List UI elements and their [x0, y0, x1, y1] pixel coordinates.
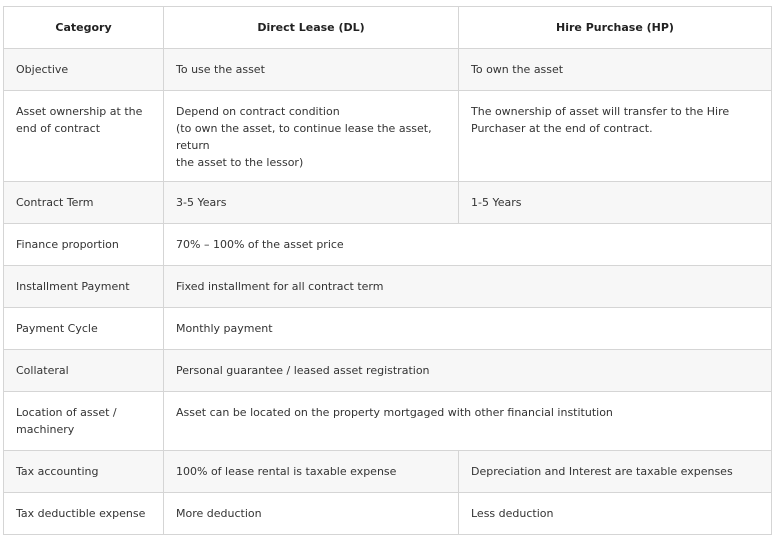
comparison-table — [3, 6, 772, 535]
row-shared-value: Personal guarantee / leased asset registration — [164, 350, 772, 392]
row-category: Tax accounting — [4, 451, 164, 493]
header-direct-lease: Direct Lease (DL) — [164, 7, 459, 49]
row-hire-purchase: 1-5 Years — [459, 182, 772, 224]
row-category: Finance proportion — [4, 224, 164, 266]
row-direct-lease: Depend on contract condition (to own the asset, to continue lease the asset, return the asset to the lessor) — [164, 91, 459, 182]
table-row — [4, 224, 772, 266]
table-row — [4, 182, 772, 224]
row-category: Payment Cycle — [4, 308, 164, 350]
row-category: Contract Term — [4, 182, 164, 224]
table-header-row — [4, 7, 772, 49]
row-category: Asset ownership at the end of contract — [4, 91, 164, 182]
row-direct-lease: 3-5 Years — [164, 182, 459, 224]
row-category: Objective — [4, 49, 164, 91]
table-row — [4, 266, 772, 308]
table-row — [4, 308, 772, 350]
header-category: Category — [4, 7, 164, 49]
row-shared-value: Fixed installment for all contract term — [164, 266, 772, 308]
row-hire-purchase: Less deduction — [459, 493, 772, 535]
row-direct-lease: More deduction — [164, 493, 459, 535]
table-row — [4, 392, 772, 451]
header-hire-purchase: Hire Purchase (HP) — [459, 7, 772, 49]
row-shared-value: 70% – 100% of the asset price — [164, 224, 772, 266]
row-category: Tax deductible expense — [4, 493, 164, 535]
table-row — [4, 451, 772, 493]
row-direct-lease: To use the asset — [164, 49, 459, 91]
row-hire-purchase: Depreciation and Interest are taxable expenses — [459, 451, 772, 493]
table-row — [4, 91, 772, 182]
row-hire-purchase: The ownership of asset will transfer to the Hire Purchaser at the end of contract. — [459, 91, 772, 182]
table-row — [4, 49, 772, 91]
row-hire-purchase: To own the asset — [459, 49, 772, 91]
row-shared-value: Asset can be located on the property mortgaged with other financial institution — [164, 392, 772, 451]
row-category: Location of asset / machinery — [4, 392, 164, 451]
row-category: Installment Payment — [4, 266, 164, 308]
row-shared-value: Monthly payment — [164, 308, 772, 350]
row-direct-lease: 100% of lease rental is taxable expense — [164, 451, 459, 493]
row-category: Collateral — [4, 350, 164, 392]
table-row — [4, 493, 772, 535]
table-row — [4, 350, 772, 392]
